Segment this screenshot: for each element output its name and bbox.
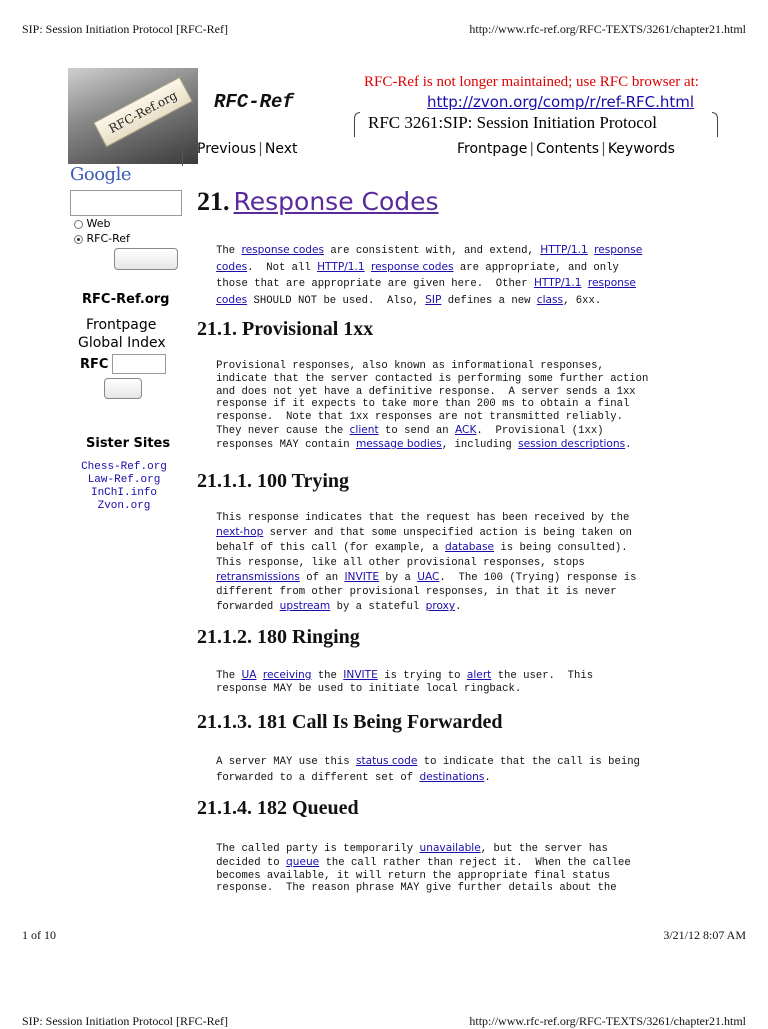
text-span: those that are appropriate are given here. Other [197, 278, 534, 291]
text-span: is trying to [377, 670, 467, 682]
section-heading-180-ringing: 21.1.2. 180 Ringing [197, 626, 360, 648]
rfc-title: RFC 3261:SIP: Session Initiation Protocol [368, 113, 658, 132]
text-span: the [311, 670, 344, 682]
page-title [197, 187, 439, 217]
text-span: . The 100 (Trying) response is [439, 571, 637, 584]
print-header-url: http://www.rfc-ref.org/RFC-TEXTS/3261/chapter21.html [469, 22, 746, 36]
text-span: response. Note that 1xx responses are not transmitted reliably. [197, 411, 623, 424]
text-span: . [484, 771, 491, 784]
text-span: is being consulted). [494, 542, 628, 555]
glossary-link[interactable]: session descriptions [518, 437, 626, 450]
radio-web[interactable] [74, 220, 83, 229]
glossary-link[interactable]: destinations [419, 770, 485, 783]
text-span: the user. This [491, 670, 594, 682]
next-page-header-url: http://www.rfc-ref.org/RFC-TEXTS/3261/chapter21.html [469, 1014, 746, 1028]
text-span [197, 262, 216, 274]
sister-site-link[interactable]: Law-Ref.org [87, 474, 161, 486]
text-span [197, 295, 216, 307]
text-line [197, 293, 642, 310]
text-span: responses MAY contain [197, 438, 356, 451]
rfc-title-right-bracket [712, 112, 718, 137]
text-line [197, 398, 648, 411]
text-span: , 6xx. [563, 294, 602, 307]
search-button[interactable] [114, 248, 178, 270]
glossary-link[interactable]: message bodies [355, 437, 442, 450]
intro-paragraph [197, 243, 642, 309]
text-line [197, 276, 642, 293]
glossary-link[interactable]: retransmissions [216, 570, 300, 583]
text-line [197, 599, 636, 614]
glossary-link[interactable]: next-hop [216, 526, 264, 539]
text-span: forwarded to a different set of [197, 771, 420, 784]
rfc-go-button[interactable] [104, 378, 142, 399]
text-span: . [625, 438, 632, 451]
glossary-link[interactable]: INVITE [343, 669, 378, 681]
page-title-link[interactable]: Response Codes [233, 187, 439, 216]
glossary-link[interactable]: proxy [425, 600, 456, 613]
radio-web-label: Web [86, 217, 111, 230]
sister-sites-heading: Sister Sites [86, 436, 171, 451]
text-span: becomes available, it will return the appropriate final status [197, 869, 611, 882]
text-line [197, 243, 642, 260]
glossary-link[interactable]: database [444, 541, 495, 554]
glossary-link[interactable]: HTTP/1.1 [540, 244, 588, 256]
text-line [197, 525, 636, 540]
next-link[interactable]: Next [264, 141, 298, 157]
text-line [197, 438, 648, 452]
text-span [197, 527, 216, 539]
text-span: different from other provisional responses, in that it is never [197, 586, 617, 599]
text-line [197, 882, 631, 895]
glossary-link[interactable]: UAC [417, 570, 440, 583]
print-header-title: SIP: Session Initiation Protocol [RFC-Ref] [22, 22, 229, 36]
text-line [197, 585, 636, 599]
text-line [197, 842, 631, 856]
text-span: This response indicates that the request has been received by the [197, 512, 630, 524]
text-span: forwarded [197, 601, 280, 614]
glossary-link[interactable]: SIP [425, 293, 442, 306]
radio-rfcref-label: RFC-Ref [86, 232, 130, 245]
text-span: They never cause the [197, 424, 350, 437]
text-span: The called party is temporarily [197, 843, 420, 855]
sidebar-global-index[interactable]: Global Index [78, 335, 166, 351]
section-text-180-ringing [197, 669, 593, 696]
glossary-link[interactable]: unavailable [419, 842, 481, 854]
text-line [197, 424, 648, 438]
text-span: , but the server has [480, 843, 608, 855]
rfc-number-input[interactable] [112, 354, 166, 374]
sidebar-frontpage[interactable]: Frontpage [86, 317, 157, 333]
text-line [197, 669, 593, 683]
text-line [197, 540, 636, 555]
text-line [197, 386, 648, 399]
text-span: are appropriate, and only [453, 261, 619, 274]
text-span: the call rather than reject it. When the callee [319, 856, 631, 869]
contents-link[interactable]: Contents [536, 141, 600, 157]
rfc-number-label: RFC [80, 357, 109, 372]
glossary-link[interactable]: response [594, 244, 643, 256]
text-line [197, 870, 631, 883]
glossary-link[interactable]: receiving [262, 669, 312, 681]
nav-prev-next [197, 141, 298, 157]
text-span: response MAY be used to initiate local ringback. [197, 682, 522, 695]
section-heading-100-trying: 21.1.1. 100 Trying [197, 470, 350, 492]
radio-rfcref-row[interactable] [74, 232, 130, 245]
text-line [197, 754, 640, 770]
text-span: behalf of this call (for example, a [197, 542, 445, 555]
section-text-provisional [197, 360, 648, 452]
nav-separator: | [529, 141, 535, 157]
text-span: . [455, 601, 462, 614]
previous-link[interactable]: Previous [197, 141, 257, 157]
nav-main [457, 141, 675, 157]
text-line [197, 373, 648, 386]
section-text-100-trying [197, 511, 636, 614]
text-span: response if it expects to take more than 200 ms to obtain a final [197, 398, 630, 411]
text-line [197, 511, 636, 525]
sister-site-link[interactable]: Zvon.org [97, 500, 151, 512]
glossary-link[interactable]: response codes [370, 260, 454, 273]
text-span: by a stateful [330, 601, 426, 614]
sister-site-link[interactable]: InChI.info [90, 487, 157, 499]
section-heading-provisional: 21.1. Provisional 1xx [197, 318, 374, 340]
text-line [197, 570, 636, 585]
radio-rfcref[interactable] [74, 235, 83, 244]
brand-title: RFC-Ref [214, 91, 294, 113]
glossary-link[interactable]: INVITE [344, 570, 380, 583]
header-divider [182, 136, 183, 166]
glossary-link[interactable]: response codes [241, 244, 325, 256]
text-span [197, 572, 216, 584]
text-span: SHOULD NOT be used. Also, [247, 294, 426, 307]
glossary-link[interactable]: alert [466, 669, 492, 681]
glossary-link[interactable]: upstream [279, 600, 331, 613]
text-span: indicate that the server contacted is performing some further action [197, 372, 649, 385]
site-name-label: RFC-Ref.org [82, 292, 170, 307]
text-span: to indicate that the call is being [417, 756, 640, 768]
nav-separator: | [258, 141, 263, 157]
glossary-link[interactable]: status code [355, 755, 418, 767]
print-footer-datetime: 3/21/12 8:07 AM [663, 928, 746, 942]
glossary-link[interactable]: HTTP/1.1 [533, 277, 582, 290]
site-logo[interactable] [68, 68, 198, 164]
text-span: This response, like all other provisional responses, stops [197, 556, 585, 569]
glossary-link[interactable]: HTTP/1.1 [317, 260, 365, 273]
text-line [197, 411, 648, 424]
google-logo: Google [70, 164, 131, 185]
text-span: by a [379, 571, 418, 584]
sister-site-link[interactable]: Chess-Ref.org [81, 461, 167, 473]
text-span: response. The reason phrase MAY give further details about the [197, 882, 617, 895]
text-line [197, 856, 631, 870]
text-span: server and that some unspecified action is being taken on [263, 527, 633, 540]
text-span: . Not all [247, 261, 318, 274]
text-span: The [197, 245, 242, 257]
section-heading-182-queued: 21.1.4. 182 Queued [197, 797, 359, 819]
text-span: A server MAY use this [197, 756, 356, 768]
maintenance-notice: RFC-Ref is not longer maintained; use RFC browser at: [364, 74, 699, 90]
text-span: defines a new [441, 294, 537, 307]
nav-separator: | [601, 141, 606, 157]
section-text-181-forwarded [197, 754, 640, 785]
section-heading-181-forwarded: 21.1.3. 181 Call Is Being Forwarded [197, 711, 503, 733]
glossary-link[interactable]: class [536, 293, 564, 306]
zvon-link[interactable]: http://zvon.org/comp/r/ref-RFC.html [427, 93, 695, 111]
radio-web-row[interactable] [74, 217, 110, 230]
text-span: decided to [197, 856, 287, 869]
logo-scroll: RFC-Ref.org [93, 77, 193, 148]
glossary-link[interactable]: UA [241, 669, 257, 681]
glossary-link[interactable]: ACK [454, 423, 477, 436]
print-footer-page: 1 of 10 [22, 928, 56, 942]
text-line [197, 770, 640, 786]
text-span: and does not yet have a definitive response. A server sends a 1xx [197, 385, 636, 398]
text-line [197, 556, 636, 570]
glossary-link[interactable]: codes [216, 293, 248, 306]
text-span: of an [299, 571, 345, 584]
sister-sites-list [70, 461, 178, 513]
next-page-header-title: SIP: Session Initiation Protocol [RFC-Ref] [22, 1014, 229, 1028]
text-span: are consistent with, and extend, [324, 245, 541, 257]
frontpage-link[interactable]: Frontpage [457, 141, 528, 157]
rfc-title-left-bracket [354, 112, 360, 137]
glossary-link[interactable]: client [349, 423, 379, 436]
glossary-link[interactable]: response [587, 277, 636, 290]
google-search-input[interactable] [70, 190, 182, 216]
text-span: Provisional responses, also known as informational responses, [197, 360, 604, 372]
text-line [197, 260, 642, 277]
glossary-link[interactable]: queue [286, 855, 320, 868]
text-span: . Provisional (1xx) [476, 424, 604, 437]
text-span: to send an [378, 424, 455, 437]
section-text-182-queued [197, 842, 631, 895]
text-span: , including [441, 438, 519, 451]
page-title-number: 21. [197, 187, 230, 216]
text-line [197, 683, 593, 696]
text-span: The [197, 670, 242, 682]
text-line [197, 360, 648, 373]
glossary-link[interactable]: codes [216, 260, 248, 273]
keywords-link[interactable]: Keywords [607, 141, 675, 157]
